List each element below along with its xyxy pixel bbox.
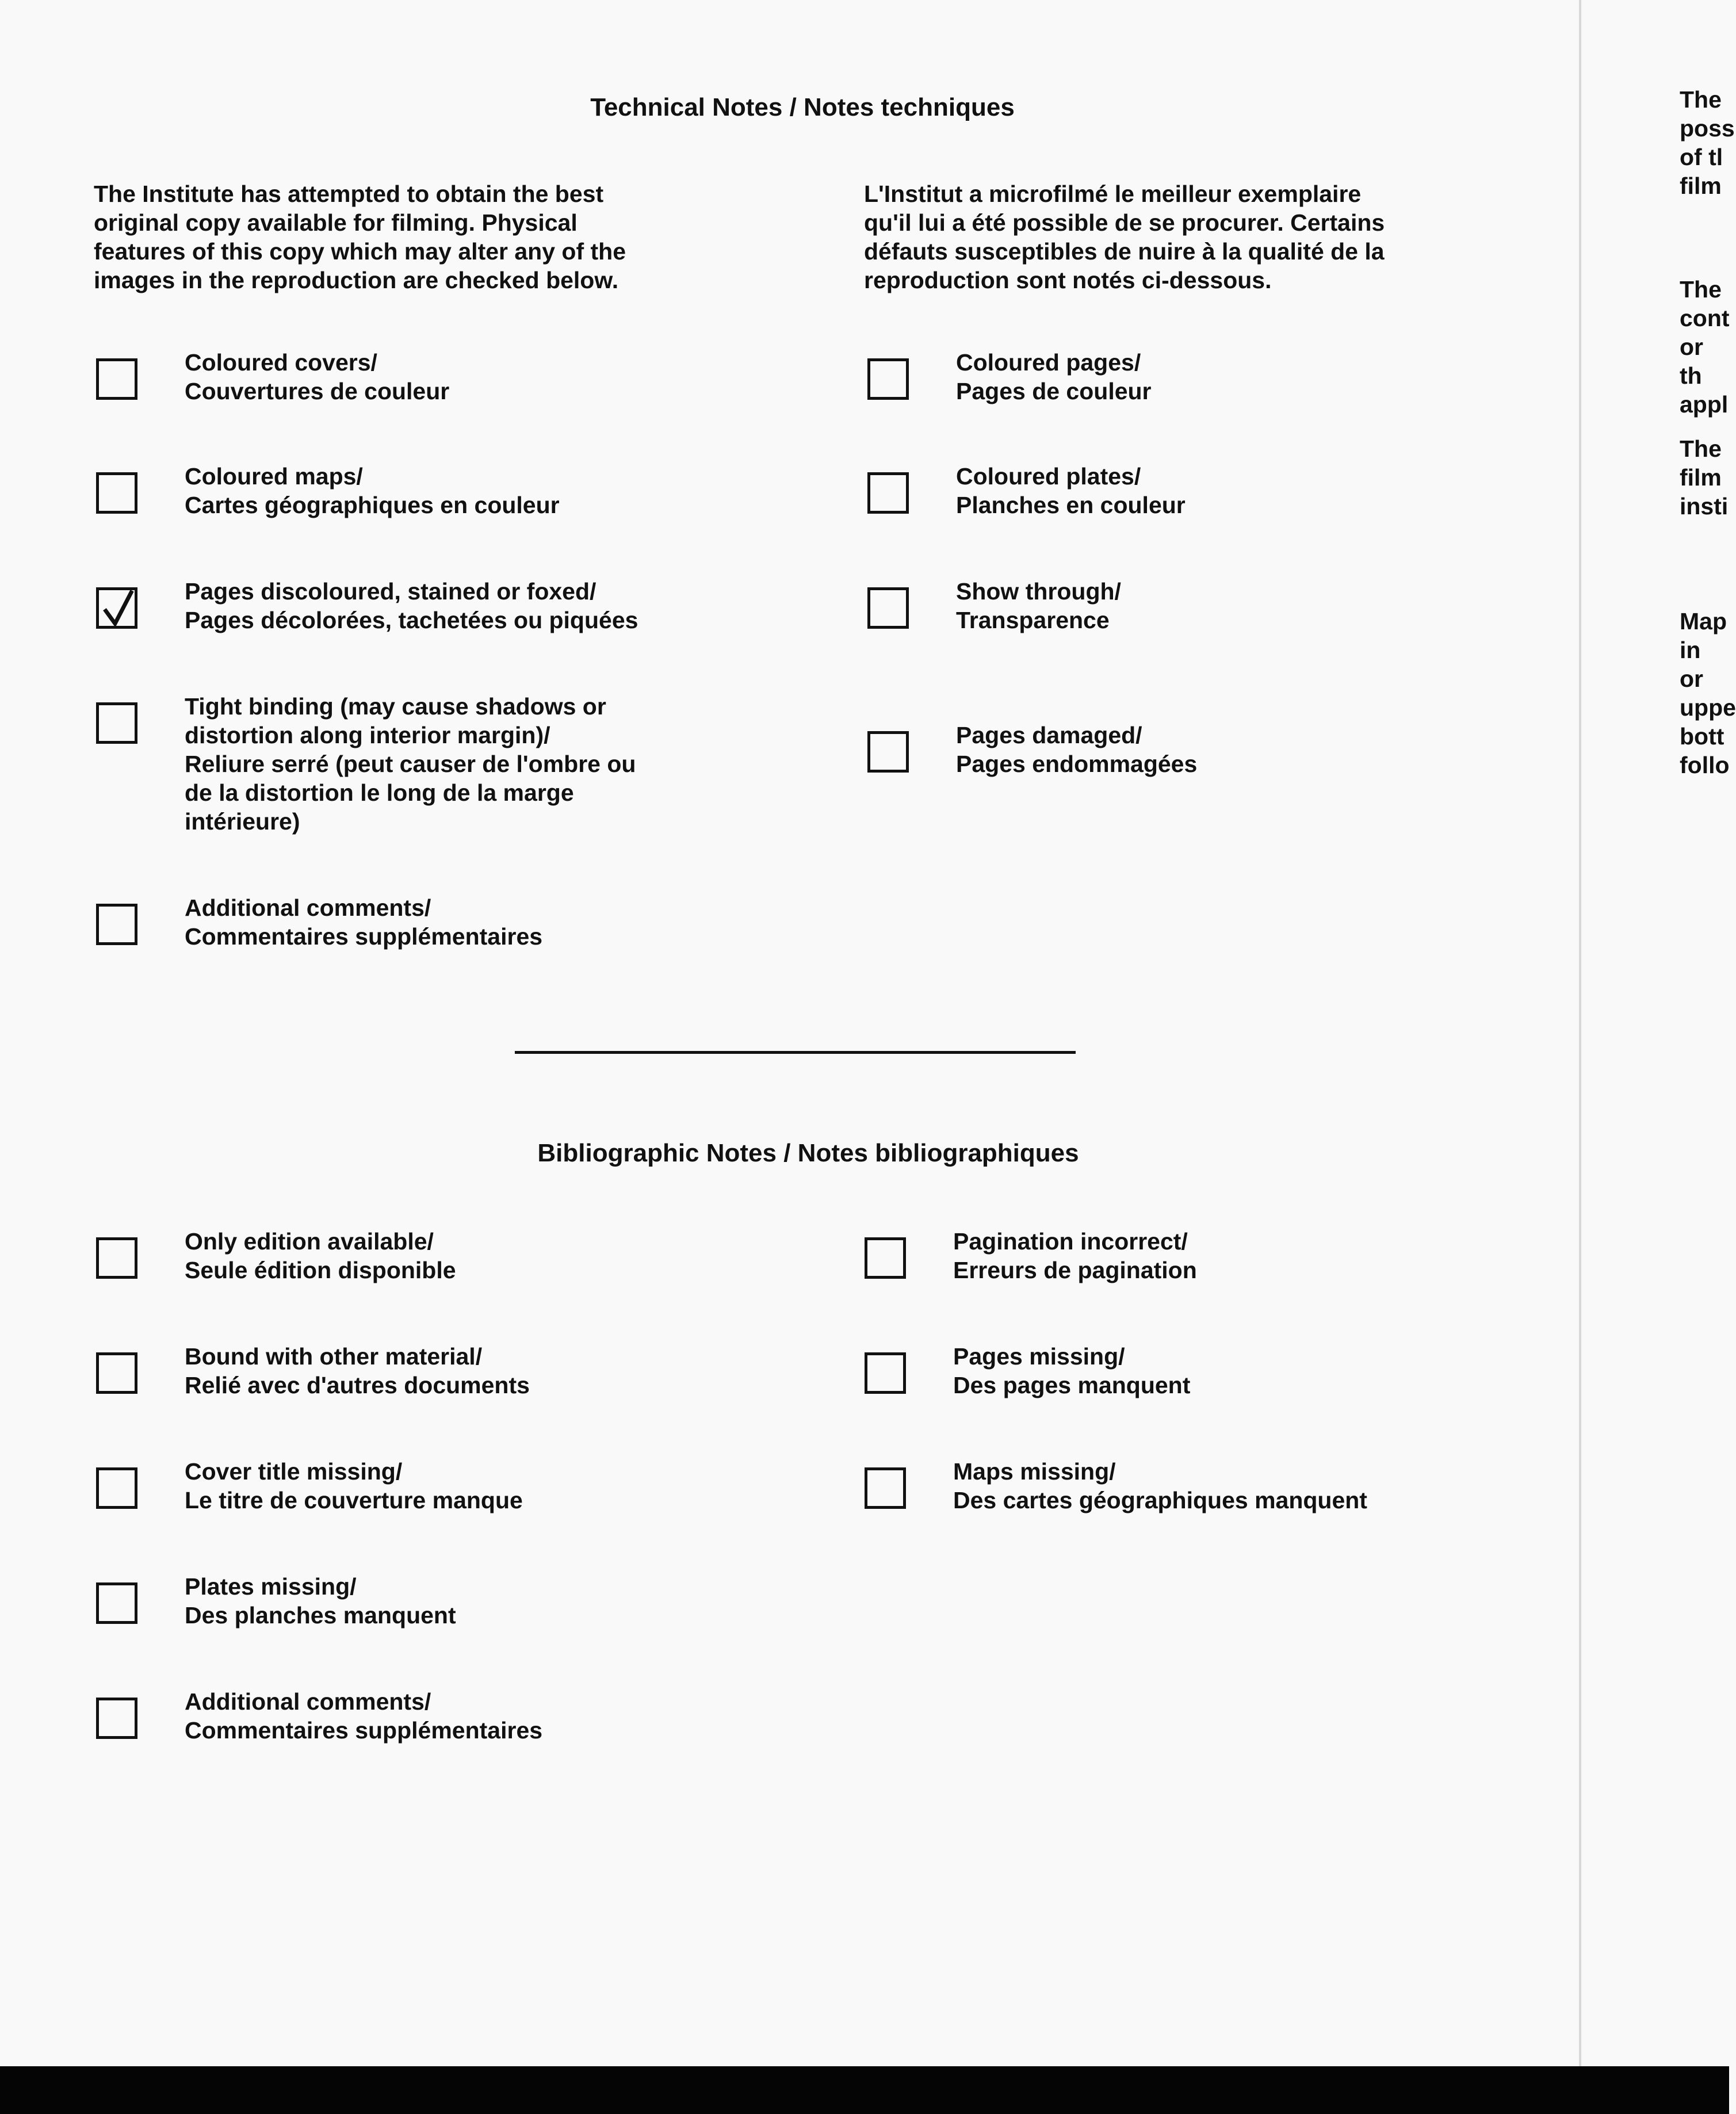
checkbox[interactable] bbox=[865, 1237, 906, 1279]
checkmark-icon bbox=[102, 590, 135, 628]
checkbox-checked[interactable] bbox=[96, 587, 137, 629]
bibliographic-notes-title: Bibliographic Notes / Notes bibliographiques bbox=[537, 1139, 1079, 1167]
checkbox[interactable] bbox=[96, 1467, 137, 1509]
technical-intro-french: L'Institut a microfilmé le meilleur exemplaire qu'il lui a été possible de se procurer. Certains défauts susceptibles de nuire à la qualité de la reproduction sont notés ci-dessous. bbox=[864, 181, 1385, 293]
checkbox[interactable] bbox=[96, 1698, 137, 1739]
checklist-label: Maps missing/ Des cartes géographiques manquent bbox=[953, 1458, 1367, 1513]
checklist-label: Pages missing/ Des pages manquent bbox=[953, 1343, 1191, 1398]
section-divider bbox=[515, 1051, 1076, 1054]
checkbox[interactable] bbox=[96, 1237, 137, 1279]
checkbox[interactable] bbox=[865, 1467, 906, 1509]
checklist-label: Cover title missing/ Le titre de couverture manque bbox=[185, 1458, 523, 1513]
checklist-label: Bound with other material/ Relié avec d'autres documents bbox=[185, 1343, 530, 1398]
checkbox[interactable] bbox=[867, 731, 909, 773]
adjacent-page-fragment: The cont or th appl bbox=[1680, 276, 1730, 418]
checklist-label: Additional comments/ Commentaires supplémentaires bbox=[185, 1688, 543, 1744]
checkbox[interactable] bbox=[867, 472, 909, 514]
adjacent-page-fragment: Map in or uppe bott follo bbox=[1680, 608, 1736, 778]
checkbox[interactable] bbox=[96, 1582, 137, 1624]
checkbox[interactable] bbox=[96, 904, 137, 945]
checkbox[interactable] bbox=[865, 1352, 906, 1394]
checklist-label: Plates missing/ Des planches manquent bbox=[185, 1573, 456, 1628]
checklist-label: Coloured covers/ Couvertures de couleur bbox=[185, 349, 450, 404]
checklist-label: Tight binding (may cause shadows or distortion along interior margin)/ Reliure serré (peut causer de l'ombre ou de la distortion le long de la marge intérieure) bbox=[185, 693, 636, 835]
checklist-label: Show through/ Transparence bbox=[956, 578, 1121, 633]
checklist-label: Pagination incorrect/ Erreurs de pagination bbox=[953, 1228, 1197, 1283]
checklist-label: Coloured plates/ Planches en couleur bbox=[956, 463, 1186, 518]
checkbox[interactable] bbox=[867, 358, 909, 400]
checkbox[interactable] bbox=[867, 587, 909, 629]
checkbox[interactable] bbox=[96, 472, 137, 514]
scan-bottom-border bbox=[0, 2066, 1729, 2114]
checkbox[interactable] bbox=[96, 1352, 137, 1394]
checkbox[interactable] bbox=[96, 702, 137, 744]
technical-notes-title: Technical Notes / Notes techniques bbox=[590, 93, 1015, 121]
checklist-label: Only edition available/ Seule édition disponible bbox=[185, 1228, 456, 1283]
checklist-label: Pages discoloured, stained or foxed/ Pages décolorées, tachetées ou piquées bbox=[185, 578, 638, 633]
checklist-label: Additional comments/ Commentaires supplémentaires bbox=[185, 894, 543, 950]
checklist-label: Coloured pages/ Pages de couleur bbox=[956, 349, 1152, 404]
checklist-label: Pages damaged/ Pages endommagées bbox=[956, 722, 1198, 777]
checklist-label: Coloured maps/ Cartes géographiques en couleur bbox=[185, 463, 560, 518]
page-fold-edge bbox=[1579, 0, 1581, 2066]
adjacent-page-fragment: The poss of tl film bbox=[1680, 86, 1735, 199]
checkbox[interactable] bbox=[96, 358, 137, 400]
adjacent-page-fragment: The film insti bbox=[1680, 435, 1729, 519]
technical-intro-english: The Institute has attempted to obtain the best original copy available for filming. Physical features of this copy which may alter any of the images in the reproduction are checked below. bbox=[94, 181, 626, 293]
